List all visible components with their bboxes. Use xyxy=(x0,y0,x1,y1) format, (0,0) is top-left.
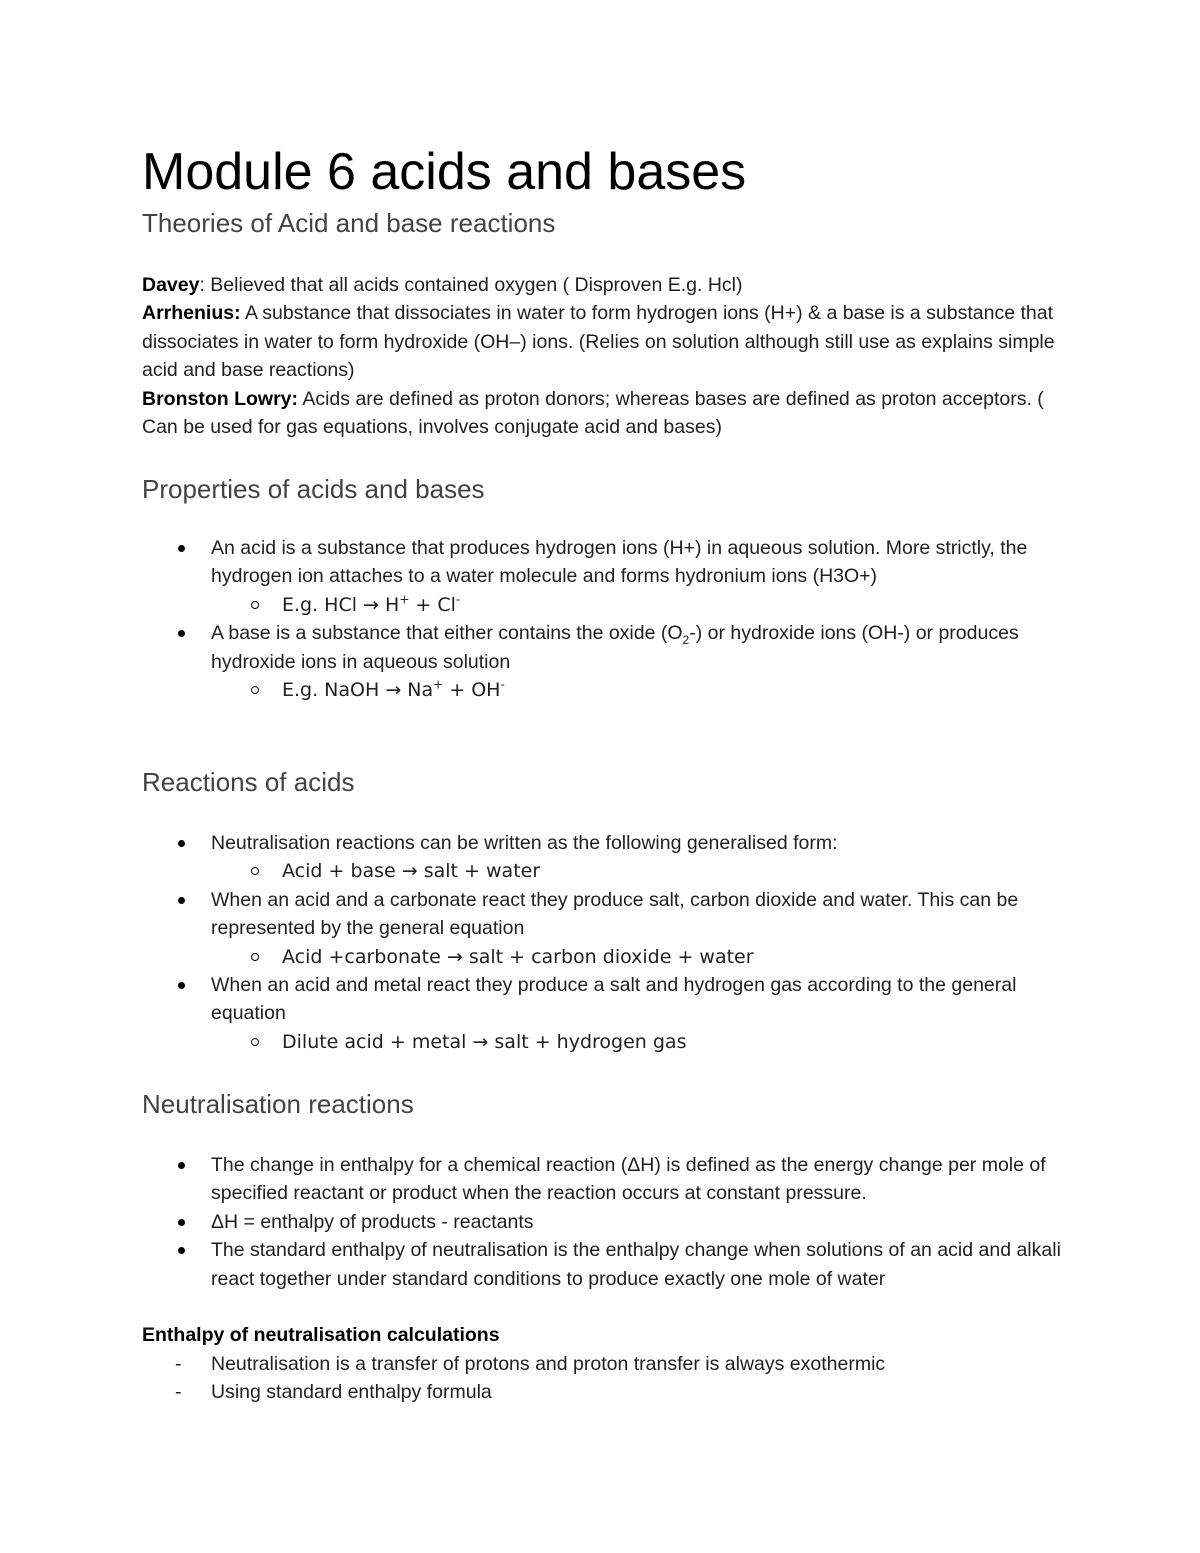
list-item: - Using standard enthalpy formula xyxy=(142,1378,1072,1406)
list-item: The change in enthalpy for a chemical reaction (ΔH) is defined as the energy change per mole of specified reactant or product when the reaction occurs at constant pressure. xyxy=(142,1151,1072,1208)
list-sub-item: Dilute acid + metal → salt + hydrogen gas xyxy=(142,1028,1072,1056)
subscript: 2 xyxy=(682,633,690,648)
arrhenius-label: Arrhenius: xyxy=(142,302,241,325)
equation-text: E.g. HCl → H xyxy=(282,593,400,616)
reactions-heading: Reactions of acids xyxy=(142,767,355,797)
properties-heading: Properties of acids and bases xyxy=(142,474,485,504)
superscript: - xyxy=(500,677,505,692)
list-sub-item xyxy=(142,591,1072,619)
davey-text: : Believed that all acids contained oxygen ( Disproven E.g. Hcl) xyxy=(199,274,743,296)
superscript: + xyxy=(433,677,444,692)
list-item xyxy=(142,619,1072,676)
page-title: Module 6 acids and bases xyxy=(142,143,747,201)
calculations-list xyxy=(142,1350,1072,1407)
list-item: When an acid and metal react they produce a salt and hydrogen gas according to the general equation xyxy=(142,971,1072,1028)
list-sub-item xyxy=(142,676,1072,704)
theories-heading: Theories of Acid and base reactions xyxy=(142,208,556,238)
list-item: Neutralisation reactions can be written as the following generalised form: xyxy=(142,829,1072,857)
list-item: - Neutralisation is a transfer of protons and proton transfer is always exothermic xyxy=(142,1350,1072,1378)
item-text: A base is a substance that either contains the oxide (O xyxy=(211,622,683,645)
list-item: An acid is a substance that produces hydrogen ions (H+) in aqueous solution. More strictly, the hydrogen ion attaches to a water molecule and forms hydronium ions (H3O+) xyxy=(142,534,1072,591)
neutralisation-heading: Neutralisation reactions xyxy=(142,1089,414,1119)
arrhenius-text: A substance that dissociates in water to form hydrogen ions (H+) & a base is a substance that dissociates in water to form hydroxide (OH–) ions. (Relies on solution although still use as explains simple acid and base reactions) xyxy=(142,302,1055,382)
davey-label: Davey xyxy=(142,274,200,296)
calculations-heading: Enthalpy of neutralisation calculations xyxy=(142,1324,500,1346)
theories-block xyxy=(142,271,1072,441)
list-item: When an acid and a carbonate react they produce salt, carbon dioxide and water. This can be represented by the general equation xyxy=(142,886,1072,943)
equation-text: E.g. NaOH → Na xyxy=(282,679,434,702)
superscript: - xyxy=(455,592,461,607)
equation-text: + OH xyxy=(443,679,501,702)
neutralisation-list xyxy=(142,1151,1072,1293)
item-text: -) or hydroxide ions (OH-) or produces hydroxide ions in aqueous solution xyxy=(211,622,1019,673)
list-sub-item: Acid + base → salt + water xyxy=(142,857,1072,885)
bronston-text: Acids are defined as proton donors; whereas bases are defined as proton acceptors. ( Can be used for gas equations, involves conjugate acid and bases) xyxy=(142,387,1044,439)
bronston-paragraph xyxy=(142,385,1072,442)
properties-list xyxy=(142,534,1072,704)
list-item: The standard enthalpy of neutralisation is the enthalpy change when solutions of an acid and alkali react together under standard conditions to produce exactly one mole of water xyxy=(142,1236,1072,1293)
superscript: + xyxy=(399,592,410,607)
davey-paragraph xyxy=(142,271,1072,299)
arrhenius-paragraph xyxy=(142,299,1072,384)
bronston-label: Bronston Lowry: xyxy=(142,387,298,410)
list-sub-item: Acid +carbonate → salt + carbon dioxide + water xyxy=(142,943,1072,971)
reactions-list xyxy=(142,829,1072,1056)
list-item: ΔH = enthalpy of products - reactants xyxy=(142,1208,1072,1236)
equation-text: + Cl xyxy=(409,593,456,616)
